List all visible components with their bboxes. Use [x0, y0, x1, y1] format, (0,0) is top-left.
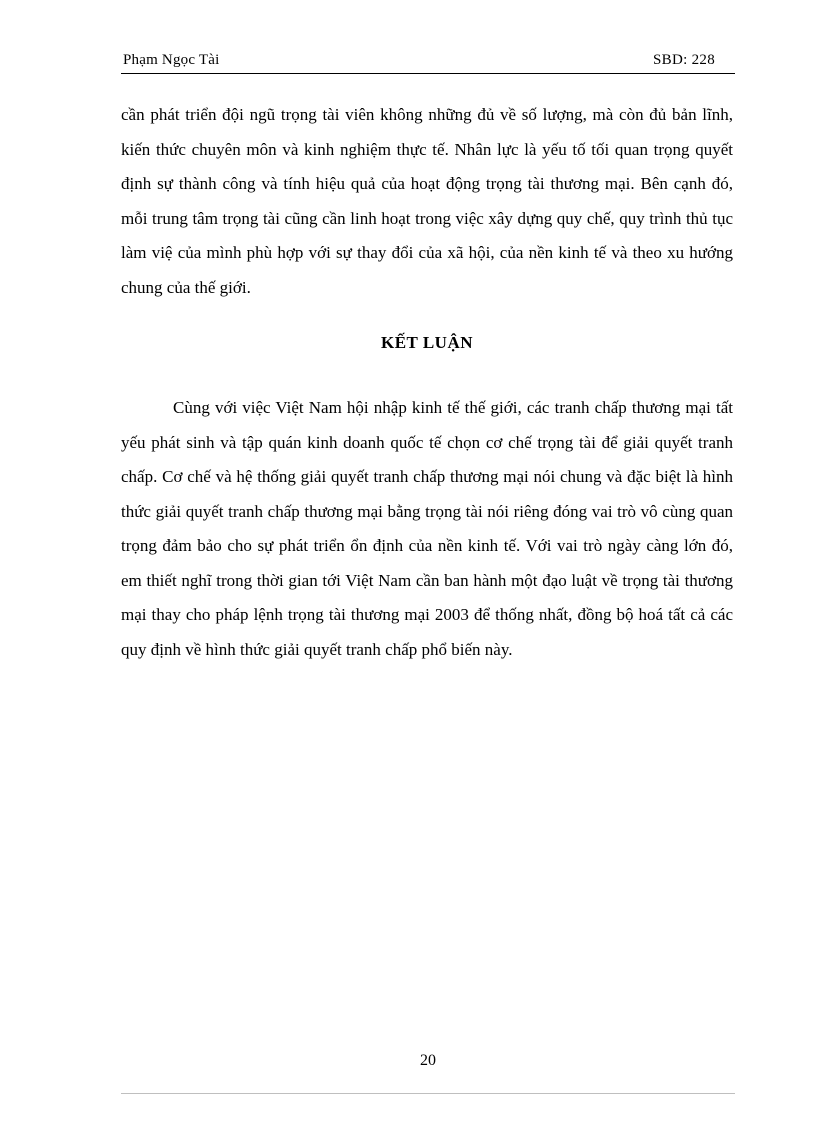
- paragraph-continuation: cần phát triển đội ngũ trọng tài viên không những đủ về số lượng, mà còn đủ bản lĩnh, kiến thức chuyên môn và kinh nghiệm thực tế. Nhân lực là yếu tố tối quan trọng quyết định sự thành công và tính hiệu quả của hoạt động trọng tài thương mại. Bên cạnh đó, mỗi trung tâm trọng tài cũng cần linh hoạt trong việc xây dựng quy chế, quy trình thủ tục làm việ của mình phù hợp với sự thay đổi của xã hội, của nền kinh tế và theo xu hướng chung của thế giới.: [121, 105, 733, 297]
- section-heading: KẾT LUẬN: [380, 333, 473, 352]
- footer-divider: [121, 1093, 735, 1094]
- header-id: SBD: 228: [653, 52, 715, 68]
- page-header: [121, 48, 735, 76]
- header-author: Phạm Ngọc Tài: [123, 52, 220, 68]
- paragraph-conclusion: Cùng với việc Việt Nam hội nhập kinh tế thế giới, các tranh chấp thương mại tất yếu phát sinh và tập quán kinh doanh quốc tế chọn cơ chế trọng tài để giải quyết tranh chấp. Cơ chế và hệ thống giải quyết tranh chấp thương mại nói chung và đặc biệt là hình thức giải quyết tranh chấp thương mại bằng trọng tài nói riêng đóng vai trò vô cùng quan trọng đảm bảo cho sự phát triển ổn định của nền kinh tế. Với vai trò ngày càng lớn đó, em thiết nghĩ trong thời gian tới Việt Nam cần ban hành một đạo luật về trọng tài thương mại thay cho pháp lệnh trọng tài thương mại 2003 để thống nhất, đồng bộ hoá tất cả các quy định về hình thức giải quyết tranh chấp phổ biến này.: [121, 398, 733, 659]
- header-divider: [121, 73, 735, 74]
- page-number: 20: [420, 1052, 436, 1069]
